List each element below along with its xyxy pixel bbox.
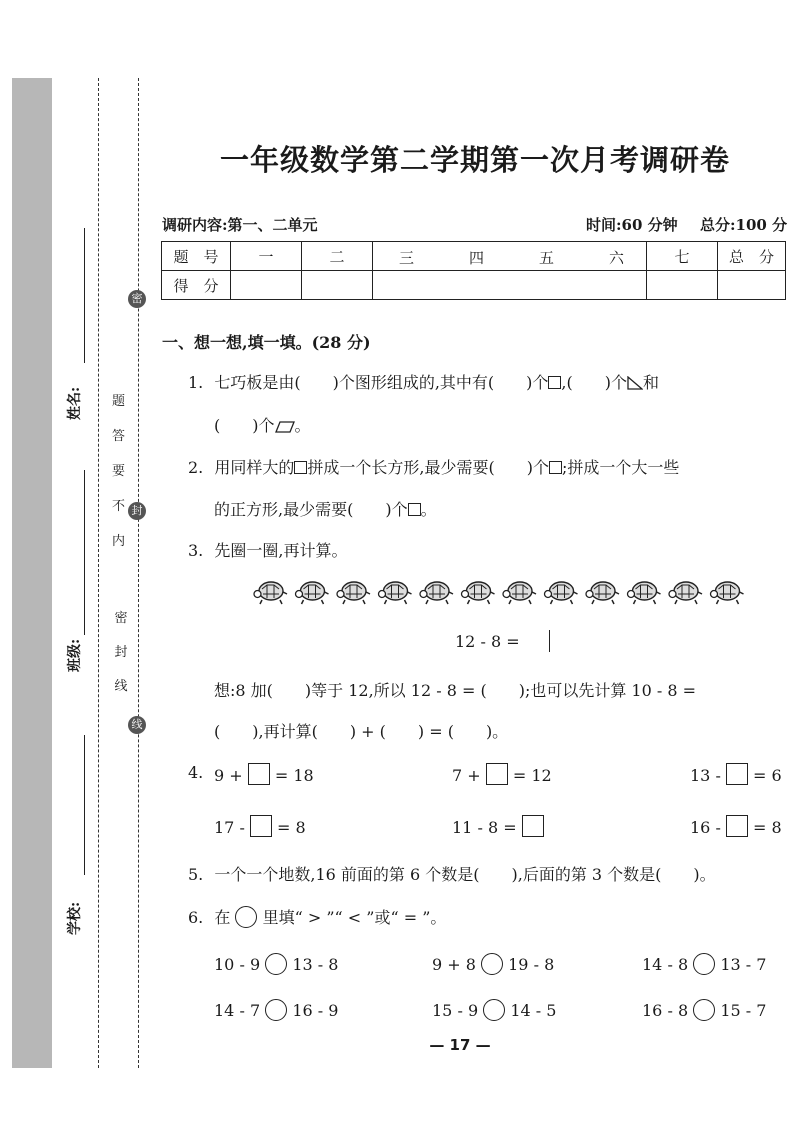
answer-box[interactable] xyxy=(522,815,544,837)
q6-item-1: 10 - 9 13 - 8 xyxy=(214,955,339,974)
exam-total: 总分:100 分 xyxy=(700,216,788,234)
q3-think-1: 想:8 加( )等于 12,所以 12 - 8 = ( );也可以先计算 10 - 8 = xyxy=(214,681,697,700)
turtle-icon xyxy=(503,582,536,604)
score-cell-total[interactable] xyxy=(718,271,786,300)
turtle-icon xyxy=(254,582,287,604)
answer-box[interactable] xyxy=(726,815,748,837)
seal-mi: 密 xyxy=(128,290,146,308)
turtle-icon xyxy=(628,582,661,604)
school-field-line[interactable] xyxy=(84,735,85,875)
score-table-row: 得 分 xyxy=(162,271,786,300)
seal-feng: 封 xyxy=(128,502,146,520)
class-field-line[interactable] xyxy=(84,470,85,635)
compare-circle[interactable] xyxy=(693,999,715,1021)
square-icon xyxy=(408,503,421,516)
compare-circle[interactable] xyxy=(481,953,503,975)
q4-item-1: 9 + = 18 xyxy=(214,763,314,785)
q5-line: 5. 一个一个地数,16 前面的第 6 个数是( ),后面的第 3 个数是( )。 xyxy=(188,865,716,884)
answer-bar[interactable] xyxy=(549,630,551,652)
parallelogram-icon xyxy=(275,421,295,433)
answer-box[interactable] xyxy=(486,763,508,785)
answer-box[interactable] xyxy=(726,763,748,785)
turtle-icon xyxy=(669,582,702,604)
square-icon xyxy=(548,376,561,389)
triangle-icon xyxy=(627,376,643,390)
q6-item-2: 9 + 8 19 - 8 xyxy=(432,955,555,974)
q4-item-4: 17 - = 8 xyxy=(214,815,306,837)
compare-circle[interactable] xyxy=(265,953,287,975)
answer-box[interactable] xyxy=(248,763,270,785)
q2-line-2: 的正方形,最少需要( )个 。 xyxy=(214,500,437,519)
cut-line-outer xyxy=(98,78,99,1068)
turtle-icon xyxy=(545,582,578,604)
turtle-images xyxy=(250,575,750,607)
exam-time: 时间:60 分钟 xyxy=(586,216,678,234)
compare-circle[interactable] xyxy=(265,999,287,1021)
turtle-icon xyxy=(586,582,619,604)
q3-equation: 12 - 8 = xyxy=(455,630,550,652)
section-1-heading: 一、想一想,填一填。(28 分) xyxy=(162,333,371,352)
square-icon xyxy=(549,461,562,474)
turtle-icon xyxy=(420,582,453,604)
answer-box[interactable] xyxy=(250,815,272,837)
page-title: 一年级数学第二学期第一次月考调研卷 xyxy=(219,143,730,177)
q6-item-4: 14 - 7 16 - 9 xyxy=(214,1001,339,1020)
q3-think-2: ( ),再计算( ) + ( ) = ( )。 xyxy=(214,722,509,741)
q4-item-6: 16 - = 8 xyxy=(690,815,782,837)
compare-circle[interactable] xyxy=(483,999,505,1021)
score-table-header: 题 号 一 二 三 四 五 六 七 总 分 xyxy=(162,242,786,271)
q4-item-5: 11 - 8 = xyxy=(452,815,544,837)
score-cell-1[interactable] xyxy=(231,271,302,300)
square-icon xyxy=(294,461,307,474)
turtle-icon xyxy=(379,582,412,604)
name-label: 姓名: xyxy=(67,386,83,420)
q6-item-6: 16 - 8 15 - 7 xyxy=(642,1001,767,1020)
q1-line-2: ( )个 。 xyxy=(214,416,311,435)
q6-item-3: 14 - 8 13 - 7 xyxy=(642,955,767,974)
q1-line-1: 1. 七巧板是由( )个图形组成的,其中有( )个 ,( )个 和 xyxy=(188,373,660,392)
q4-num: 4. xyxy=(188,763,204,782)
turtle-icon xyxy=(462,582,495,604)
score-table xyxy=(161,241,786,300)
q3-line-1: 3. 先圈一圈,再计算。 xyxy=(188,541,348,560)
binding-strip xyxy=(12,78,52,1068)
exam-content: 调研内容:第一、二单元 xyxy=(162,216,318,234)
turtle-icon xyxy=(711,582,744,604)
q2-line-1: 2. 用同样大的 拼成一个长方形,最少需要( )个 ;拼成一个大一些 xyxy=(188,458,680,477)
name-field-line[interactable] xyxy=(84,228,85,363)
circle-icon xyxy=(235,906,257,928)
compare-circle[interactable] xyxy=(693,953,715,975)
cut-line-inner xyxy=(138,78,139,1068)
q4-item-3: 13 - = 6 xyxy=(690,763,782,785)
q6-item-5: 15 - 9 14 - 5 xyxy=(432,1001,557,1020)
school-label: 学校: xyxy=(67,901,83,935)
score-cell-2[interactable] xyxy=(302,271,373,300)
class-label: 班级: xyxy=(67,638,83,672)
turtle-row xyxy=(250,575,750,607)
turtle-icon xyxy=(337,582,370,604)
q4-item-2: 7 + = 12 xyxy=(452,763,552,785)
q6-line: 6. 在 里填“ > ”“ < ”或“ = ”。 xyxy=(188,908,447,927)
score-cell-3-6[interactable] xyxy=(373,271,647,300)
seal-xian: 线 xyxy=(128,716,146,734)
turtle-icon xyxy=(296,582,329,604)
score-cell-7[interactable] xyxy=(647,271,718,300)
page-number: — 17 — xyxy=(429,1036,491,1054)
vertical-note-1: 密 封 线 xyxy=(114,611,128,694)
